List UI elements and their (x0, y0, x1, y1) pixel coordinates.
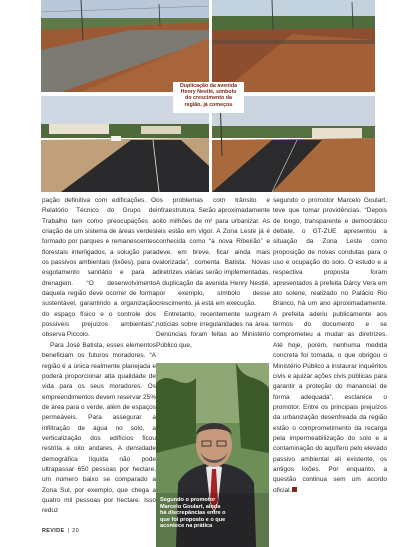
footer-separator: | (67, 528, 70, 534)
photo-road-construction-left (41, 0, 209, 92)
paragraph (273, 196, 387, 496)
paragraph: pação definitiva com edificações. O Relatório Técnico do Grupo de Trabalho tem como preocupações a criação de um sistema de áreas verdes formado por parques e remanescentes florestais interligados, a solução para os passivos ambientais (lixões), para o esgotamento sanitário e para a drenagem. “O desenvolvimento daquela região deve ocorrer de forma sustentável, garantindo a organização do espaço físico e o controle dos possíveis prejuízos ambientais”, observa Piccolo. (42, 197, 156, 339)
paragraph: Entretanto, recentemente surgiram notícias sobre irregularidades na área. Denúncias foram feitas ao Ministério Público que, (156, 310, 270, 349)
page-footer (42, 528, 79, 534)
portrait-caption (160, 497, 256, 530)
page-number: 20 (72, 528, 80, 534)
photo-caption-line: Duplicação da avenida (179, 83, 238, 89)
paragraph-text: segundo o promotor Marcelo Goulart, teve que tomar providências. “Depois de longo, transparente e democrático debate, o GT-ZUE apresentou a situação da Zona Leste como proposição de novas condutas para o uso e ocupação do solo. O estudo e a respectiva proposta foram apresentados à prefeita Dárcy Vera em ato solene, realizado no Palácio Rio Branco, há um ano aproximadamente. A prefeita aderiu publicamente aos termos do documento e se comprometeu a mudar as diretrizes. Até hoje, porém, nenhuma medida concreta foi tomada, o que obrigou o Ministério Público a instaurar inquéritos civis e ajuizar ações civis públicas para garantir a proteção do manancial de forma adequada”, esclarece o promotor. Entre os principais prejuízos da urbanização desenfreada da região estão o comprometimento da recarga pela impermeabilização do solo e a contaminação do aquífero pelo elevado passivo ambiental ali existente, os antigos lixões. Por enquanto, a questão continua sem um acordo oficial. (273, 197, 387, 494)
photo-caption-line: Henry Nestlé, símbolo (180, 89, 237, 96)
square-end-mark-icon (292, 487, 297, 492)
article-column-1 (42, 196, 156, 517)
article-column-3 (273, 196, 387, 496)
photo-caption-line: região, já começou (184, 101, 233, 108)
portrait-caption-line: Marcelo Goulart, ainda (160, 503, 221, 510)
paragraph: os problemas com trânsito e infraestrutura. Serão aproximadamente oito milhões de m² para urbanizar. As leis estão em vigor. A Zona Leste já é conhecida como “a nova Ribeirão” e deve, em breve, ficar ainda mais valorizada”, comenta Batista. Novas diretrizes viárias serão implementadas. A duplicação da avenida Henry Nestlé, por exemplo, símbolo desse crescimento, já está em execução. (156, 197, 270, 308)
photo-road-construction-right (212, 0, 375, 92)
magazine-brand: REVIDE (42, 528, 65, 534)
photo-caption-line: do crescimento da (185, 95, 232, 102)
article-column-2 (156, 196, 270, 351)
paragraph: Para José Batista, esses elementos beneficiam os futuros moradores. “A região é a única realmente planejada e poderá proporcionar alta qualidade de vida para os seus moradores. Os empreendimentos devem reservar 25% de área para o verde, além de espaços permeáveis. Para assegurar a infiltração de água no solo, a verticalização dos edifícios ficou restrita a oito andares. A densidade demográfica líquida não pode ultrapassar 650 pessoas por hectare, um número baixo se comparado a Zona Sul, por exemplo, que chega a quatro mil pessoas por hectare. Isso reduz (42, 341, 156, 515)
photo-caption (173, 82, 244, 113)
portrait-caption-line: acontece na prática (160, 523, 213, 529)
portrait-caption-line: há discrepâncias entre o (160, 510, 226, 516)
portrait-caption-line: Segundo o promotor (160, 497, 216, 503)
portrait-caption-line: que foi proposto e o que (160, 516, 226, 523)
